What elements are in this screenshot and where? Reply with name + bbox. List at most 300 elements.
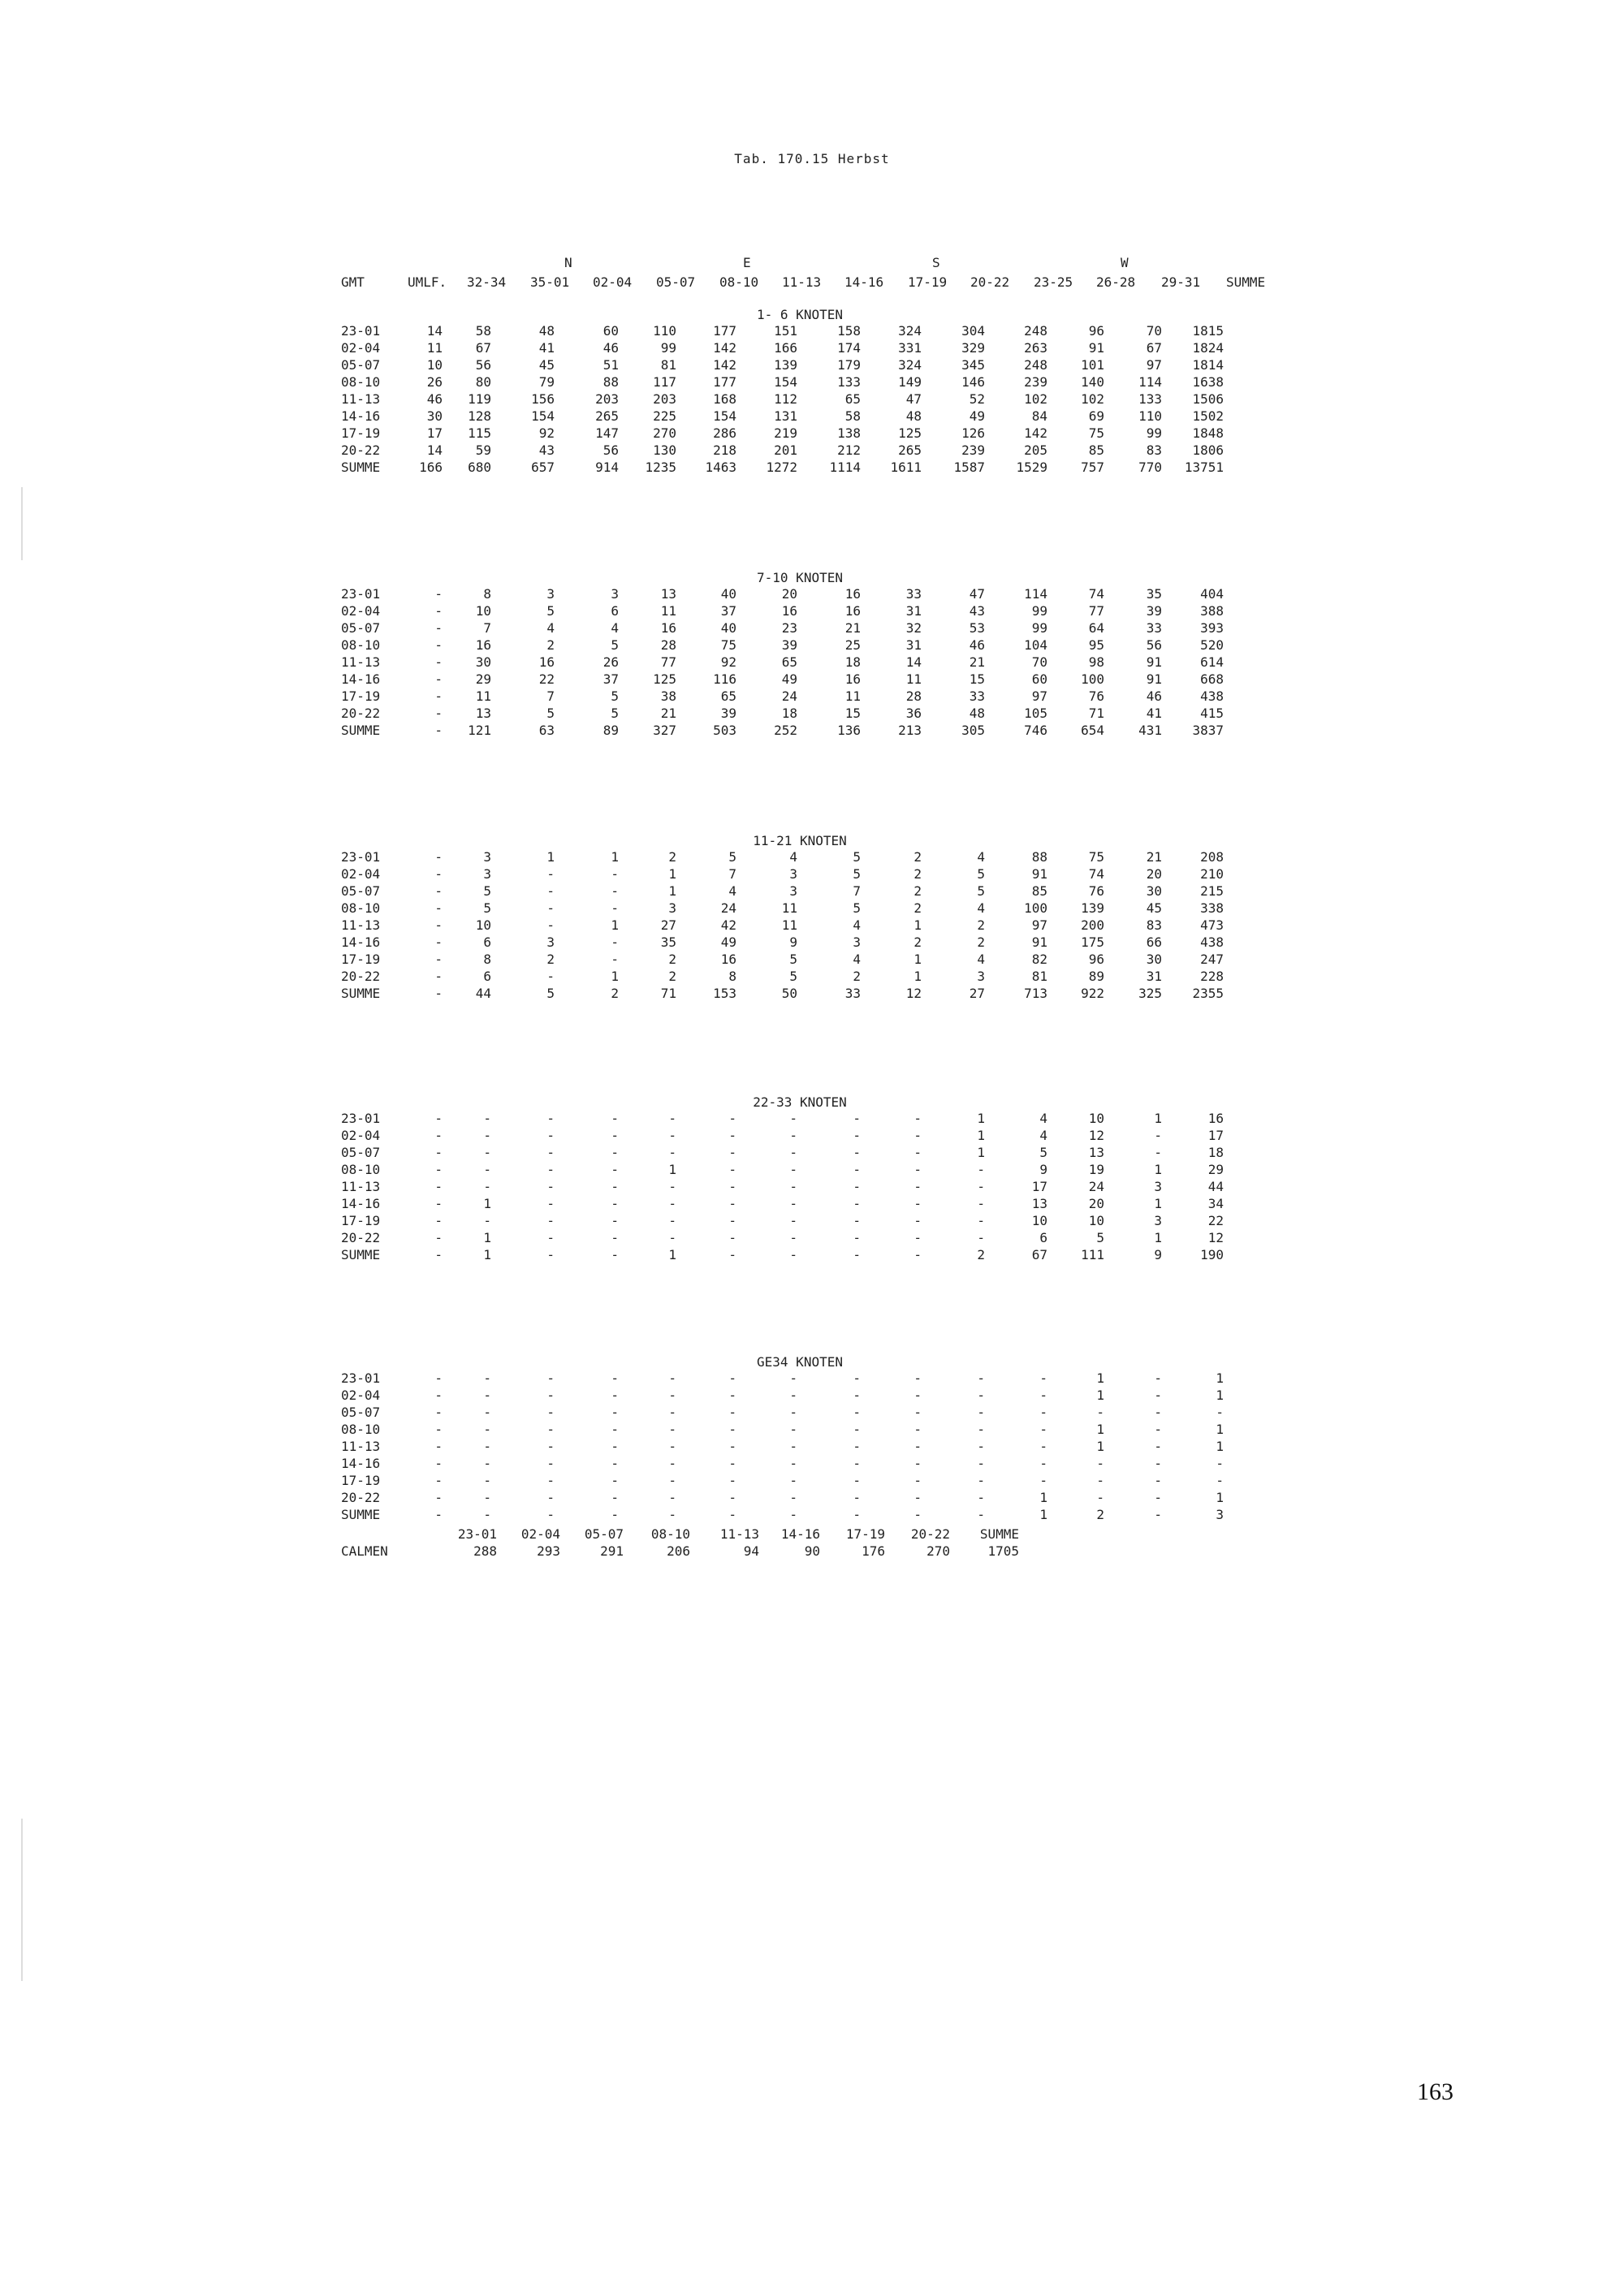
table-cell: 82 <box>1031 952 1047 967</box>
table-cell: - <box>434 671 443 687</box>
row-label: 23-01 <box>341 1111 381 1126</box>
table-cell: - <box>914 1439 922 1454</box>
column-header: 02-04 <box>593 274 633 290</box>
table-cell: 5 <box>1096 1230 1104 1245</box>
table-cell: 96 <box>1088 323 1104 339</box>
table-cell: - <box>434 900 443 916</box>
table-cell: 56 <box>1146 637 1162 653</box>
table-cell: 133 <box>837 374 861 390</box>
table-cell: - <box>434 1213 443 1228</box>
table-cell: 18 <box>1207 1145 1224 1160</box>
table-cell: 2 <box>546 952 555 967</box>
table-cell: 4 <box>977 849 985 865</box>
table-cell: - <box>977 1213 985 1228</box>
table-cell: 1 <box>1096 1439 1104 1454</box>
table-cell: - <box>977 1456 985 1471</box>
table-cell: - <box>611 1405 619 1420</box>
table-cell: - <box>977 1422 985 1437</box>
table-cell: - <box>1216 1405 1224 1420</box>
table-cell: 17 <box>1031 1179 1047 1194</box>
row-label: 11-13 <box>341 391 381 407</box>
table-cell: 4 <box>728 883 736 899</box>
table-cell: 219 <box>774 425 797 441</box>
table-cell: 5 <box>977 866 985 882</box>
table-cell: - <box>668 1370 676 1386</box>
row-label: 17-19 <box>341 1213 381 1228</box>
table-cell: 70 <box>1031 654 1047 670</box>
table-cell: 1 <box>914 952 922 967</box>
table-cell: 77 <box>660 654 676 670</box>
table-cell: 2355 <box>1192 986 1224 1001</box>
table-cell: 18 <box>781 706 797 721</box>
table-cell: - <box>1154 1145 1162 1160</box>
table-cell: - <box>977 1490 985 1505</box>
table-cell: - <box>483 1422 491 1437</box>
row-label: 23-01 <box>341 849 381 865</box>
table-cell: - <box>434 1370 443 1386</box>
scan-edge-mark <box>21 487 23 560</box>
table-cell: 239 <box>961 442 985 458</box>
table-cell: 97 <box>1031 917 1047 933</box>
table-cell: 65 <box>844 391 861 407</box>
table-cell: 24 <box>781 688 797 704</box>
table-cell: 15 <box>969 671 985 687</box>
table-cell: - <box>546 1213 555 1228</box>
table-cell: 11 <box>781 917 797 933</box>
calmen-value: 1705 <box>987 1543 1019 1559</box>
table-cell: - <box>668 1196 676 1211</box>
table-cell: 770 <box>1138 460 1162 475</box>
calmen-header: 05-07 <box>584 1526 624 1542</box>
table-cell: - <box>1154 1128 1162 1143</box>
table-cell: - <box>611 1247 619 1262</box>
table-cell: 35 <box>1146 586 1162 602</box>
table-cell: 13 <box>1031 1196 1047 1211</box>
table-cell: 99 <box>660 340 676 356</box>
table-cell: 43 <box>538 442 555 458</box>
table-cell: 142 <box>1024 425 1047 441</box>
table-cell: 35 <box>660 934 676 950</box>
table-cell: - <box>546 1473 555 1488</box>
table-cell: 166 <box>774 340 797 356</box>
table-row <box>341 391 1259 408</box>
column-header-row <box>341 274 1266 291</box>
table-cell: 112 <box>774 391 797 407</box>
table-cell: 16 <box>475 637 491 653</box>
calmen-header: 02-04 <box>520 1526 560 1542</box>
table-cell: 74 <box>1088 586 1104 602</box>
row-label: 02-04 <box>341 1388 381 1403</box>
table-cell: 5 <box>977 883 985 899</box>
table-cell: 139 <box>774 357 797 373</box>
table-cell: 4 <box>977 952 985 967</box>
table-cell: - <box>483 1179 491 1194</box>
table-cell: 29 <box>475 671 491 687</box>
row-label: 05-07 <box>341 1405 381 1420</box>
table-cell: 22 <box>538 671 555 687</box>
table-row <box>341 340 1259 357</box>
table-cell: 5 <box>1039 1145 1047 1160</box>
table-cell: 33 <box>1146 620 1162 636</box>
calmen-header: 08-10 <box>650 1526 690 1542</box>
table-cell: - <box>611 1456 619 1471</box>
table-cell: 45 <box>538 357 555 373</box>
table-cell: 24 <box>720 900 736 916</box>
table-cell: - <box>434 883 443 899</box>
table-cell: 25 <box>844 637 861 653</box>
table-row <box>341 654 1259 671</box>
table-cell: 17 <box>426 425 443 441</box>
table-cell: 33 <box>905 586 922 602</box>
table-cell: 50 <box>781 986 797 1001</box>
row-label: 02-04 <box>341 866 381 882</box>
table-cell: - <box>728 1507 736 1522</box>
table-cell: - <box>483 1370 491 1386</box>
table-cell: - <box>434 586 443 602</box>
table-cell: 10 <box>1088 1213 1104 1228</box>
table-cell: 33 <box>844 986 861 1001</box>
table-cell: 19 <box>1088 1162 1104 1177</box>
table-cell: 5 <box>546 706 555 721</box>
table-cell: 153 <box>713 986 736 1001</box>
row-label: 08-10 <box>341 1422 381 1437</box>
table-cell: - <box>977 1507 985 1522</box>
table-cell: 338 <box>1200 900 1224 916</box>
table-cell: - <box>853 1422 861 1437</box>
table-row <box>341 1388 1259 1405</box>
table-cell: 2 <box>853 969 861 984</box>
row-label: 20-22 <box>341 1230 381 1245</box>
table-cell: - <box>434 1473 443 1488</box>
table-cell: 3 <box>1154 1179 1162 1194</box>
table-cell: 154 <box>531 408 555 424</box>
table-cell: - <box>434 917 443 933</box>
table-row <box>341 1111 1259 1128</box>
table-cell: 473 <box>1200 917 1224 933</box>
table-cell: 37 <box>603 671 619 687</box>
row-label: 11-13 <box>341 917 381 933</box>
table-cell: 3 <box>546 586 555 602</box>
table-row <box>341 849 1259 866</box>
table-cell: 75 <box>1088 425 1104 441</box>
table-cell: 46 <box>603 340 619 356</box>
table-cell: - <box>611 1230 619 1245</box>
row-label: 14-16 <box>341 1456 381 1471</box>
table-cell: - <box>977 1405 985 1420</box>
table-cell: - <box>668 1128 676 1143</box>
table-cell: 1 <box>1096 1370 1104 1386</box>
table-cell: - <box>611 1128 619 1143</box>
table-row <box>341 934 1259 952</box>
table-cell: - <box>914 1230 922 1245</box>
table-cell: 154 <box>713 408 736 424</box>
table-cell: 77 <box>1088 603 1104 619</box>
table-cell: - <box>789 1145 797 1160</box>
table-cell: 40 <box>720 586 736 602</box>
row-label: 11-13 <box>341 1179 381 1194</box>
table-cell: 126 <box>961 425 985 441</box>
column-header: 14-16 <box>844 274 884 290</box>
table-cell: 98 <box>1088 654 1104 670</box>
table-cell: 325 <box>1138 986 1162 1001</box>
column-header: 08-10 <box>719 274 759 290</box>
table-row <box>341 1247 1259 1264</box>
table-row <box>341 1370 1259 1388</box>
table-cell: 5 <box>483 883 491 899</box>
row-label: 17-19 <box>341 688 381 704</box>
table-cell: - <box>668 1213 676 1228</box>
table-cell: - <box>1039 1456 1047 1471</box>
table-cell: - <box>853 1388 861 1403</box>
table-cell: 393 <box>1200 620 1224 636</box>
table-cell: - <box>434 1111 443 1126</box>
table-cell: 48 <box>969 706 985 721</box>
table-cell: 1 <box>977 1111 985 1126</box>
table-cell: 5 <box>853 849 861 865</box>
table-cell: 36 <box>905 706 922 721</box>
table-cell: 9 <box>1154 1247 1162 1262</box>
table-cell: 14 <box>905 654 922 670</box>
table-cell: 10 <box>426 357 443 373</box>
table-cell: 5 <box>546 986 555 1001</box>
column-header: 23-25 <box>1034 274 1073 290</box>
table-cell: 116 <box>713 671 736 687</box>
table-cell: 14 <box>426 442 443 458</box>
table-cell: - <box>546 917 555 933</box>
table-cell: - <box>789 1128 797 1143</box>
row-label: 23-01 <box>341 1370 381 1386</box>
row-label: 05-07 <box>341 357 381 373</box>
table-cell: 3 <box>483 849 491 865</box>
table-cell: 2 <box>914 849 922 865</box>
table-cell: - <box>853 1213 861 1228</box>
column-header: GMT <box>341 274 365 290</box>
table-cell: 2 <box>977 934 985 950</box>
table-cell: - <box>546 1128 555 1143</box>
table-cell: 45 <box>1146 900 1162 916</box>
calmen-header: 11-13 <box>719 1526 759 1542</box>
calmen-row <box>341 1543 1259 1560</box>
column-header: 26-28 <box>1096 274 1136 290</box>
table-cell: 58 <box>475 323 491 339</box>
table-row <box>341 408 1259 425</box>
table-cell: 131 <box>774 408 797 424</box>
table-cell: - <box>1096 1456 1104 1471</box>
table-cell: - <box>546 866 555 882</box>
table-cell: 1638 <box>1192 374 1224 390</box>
table-cell: 4 <box>611 620 619 636</box>
table-cell: 15 <box>844 706 861 721</box>
table-cell: 503 <box>713 723 736 738</box>
table-cell: 270 <box>653 425 676 441</box>
table-cell: 71 <box>1088 706 1104 721</box>
compass-east-label: E <box>743 255 751 270</box>
table-cell: 205 <box>1024 442 1047 458</box>
table-cell: 654 <box>1081 723 1104 738</box>
table-cell: 21 <box>844 620 861 636</box>
table-cell: 1 <box>611 969 619 984</box>
table-cell: - <box>1154 1439 1162 1454</box>
table-cell: - <box>853 1230 861 1245</box>
table-cell: - <box>853 1456 861 1471</box>
table-cell: - <box>546 1145 555 1160</box>
table-row <box>341 1145 1259 1162</box>
table-cell: 67 <box>1031 1247 1047 1262</box>
calmen-header: SUMME <box>979 1526 1019 1542</box>
table-cell: - <box>611 900 619 916</box>
table-cell: 4 <box>789 849 797 865</box>
table-cell: 1 <box>668 1162 676 1177</box>
table-cell: - <box>611 1370 619 1386</box>
table-cell: - <box>434 723 443 738</box>
table-cell: - <box>853 1162 861 1177</box>
table-cell: - <box>1154 1388 1162 1403</box>
table-cell: - <box>1096 1473 1104 1488</box>
calmen-value: 206 <box>667 1543 690 1559</box>
table-row <box>341 688 1259 706</box>
table-cell: 136 <box>837 723 861 738</box>
table-cell: - <box>434 1456 443 1471</box>
table-cell: 100 <box>1024 900 1047 916</box>
table-cell: - <box>789 1456 797 1471</box>
table-cell: 26 <box>426 374 443 390</box>
table-cell: - <box>434 1179 443 1194</box>
table-cell: 11 <box>426 340 443 356</box>
table-cell: - <box>853 1196 861 1211</box>
table-cell: 24 <box>1088 1179 1104 1194</box>
table-cell: - <box>789 1473 797 1488</box>
table-cell: 27 <box>660 917 676 933</box>
table-cell: - <box>434 866 443 882</box>
row-label: 14-16 <box>341 934 381 950</box>
table-cell: 65 <box>781 654 797 670</box>
table-cell: 1587 <box>953 460 985 475</box>
row-label: SUMME <box>341 986 381 1001</box>
table-cell: 177 <box>713 374 736 390</box>
table-row <box>341 620 1259 637</box>
table-cell: 2 <box>611 986 619 1001</box>
table-cell: 27 <box>969 986 985 1001</box>
table-cell: - <box>728 1162 736 1177</box>
table-cell: 110 <box>1138 408 1162 424</box>
column-header: 17-19 <box>908 274 948 290</box>
table-cell: 71 <box>660 986 676 1001</box>
table-cell: 6 <box>483 934 491 950</box>
table-cell: 28 <box>660 637 676 653</box>
table-cell: 1 <box>1154 1230 1162 1245</box>
row-label: 08-10 <box>341 1162 381 1177</box>
table-row <box>341 1473 1259 1490</box>
table-cell: 119 <box>468 391 491 407</box>
table-cell: 1 <box>546 849 555 865</box>
table-cell: - <box>853 1128 861 1143</box>
table-row <box>341 900 1259 917</box>
table-row <box>341 323 1259 340</box>
table-cell: - <box>1096 1405 1104 1420</box>
table-cell: - <box>434 1196 443 1211</box>
table-cell: 1 <box>1096 1388 1104 1403</box>
table-cell: - <box>668 1473 676 1488</box>
table-cell: 11 <box>905 671 922 687</box>
table-cell: 2 <box>546 637 555 653</box>
table-cell: 125 <box>898 425 922 441</box>
table-cell: - <box>853 1370 861 1386</box>
table-cell: 1463 <box>705 460 736 475</box>
table-cell: - <box>789 1213 797 1228</box>
table-cell: 1 <box>1039 1490 1047 1505</box>
table-cell: 46 <box>969 637 985 653</box>
table-cell: - <box>728 1422 736 1437</box>
table-cell: 85 <box>1031 883 1047 899</box>
table-cell: 1824 <box>1192 340 1224 356</box>
table-row <box>341 1439 1259 1456</box>
table-cell: 4 <box>1039 1111 1047 1126</box>
table-row <box>341 1213 1259 1230</box>
table-cell: 922 <box>1081 986 1104 1001</box>
table-cell: - <box>434 1162 443 1177</box>
table-cell: 59 <box>475 442 491 458</box>
table-cell: 22 <box>1207 1213 1224 1228</box>
table-cell: - <box>728 1405 736 1420</box>
table-cell: - <box>1154 1405 1162 1420</box>
column-header: 20-22 <box>970 274 1010 290</box>
table-cell: - <box>546 1230 555 1245</box>
table-cell: 133 <box>1138 391 1162 407</box>
table-cell: 13751 <box>1184 460 1224 475</box>
table-cell: 1 <box>483 1230 491 1245</box>
table-cell: - <box>728 1213 736 1228</box>
table-cell: 1 <box>611 849 619 865</box>
table-cell: 13 <box>1088 1145 1104 1160</box>
table-cell: 74 <box>1088 866 1104 882</box>
table-cell: 3 <box>546 934 555 950</box>
table-cell: 20 <box>1088 1196 1104 1211</box>
table-cell: - <box>789 1247 797 1262</box>
table-cell: 252 <box>774 723 797 738</box>
row-label: SUMME <box>341 1507 381 1522</box>
table-cell: - <box>546 1456 555 1471</box>
table-cell: 26 <box>603 654 619 670</box>
table-row <box>341 706 1259 723</box>
table-cell: 6 <box>483 969 491 984</box>
table-cell: 324 <box>898 357 922 373</box>
table-row <box>341 883 1259 900</box>
table-cell: - <box>853 1490 861 1505</box>
row-label: 14-16 <box>341 1196 381 1211</box>
table-cell: - <box>977 1196 985 1211</box>
table-cell: - <box>977 1162 985 1177</box>
table-cell: 40 <box>720 620 736 636</box>
table-cell: 23 <box>781 620 797 636</box>
table-cell: - <box>914 1196 922 1211</box>
table-cell: 327 <box>653 723 676 738</box>
table-cell: 1 <box>977 1128 985 1143</box>
table-cell: 16 <box>720 952 736 967</box>
table-cell: 305 <box>961 723 985 738</box>
table-cell: - <box>789 1490 797 1505</box>
table-cell: 17 <box>1207 1128 1224 1143</box>
table-cell: 3 <box>789 883 797 899</box>
table-cell: - <box>434 637 443 653</box>
table-cell: 757 <box>1081 460 1104 475</box>
table-cell: 1 <box>668 1247 676 1262</box>
row-label: 20-22 <box>341 969 381 984</box>
table-cell: 46 <box>1146 688 1162 704</box>
table-cell: 76 <box>1088 883 1104 899</box>
table-cell: - <box>1039 1473 1047 1488</box>
table-cell: 8 <box>483 952 491 967</box>
table-cell: - <box>789 1196 797 1211</box>
